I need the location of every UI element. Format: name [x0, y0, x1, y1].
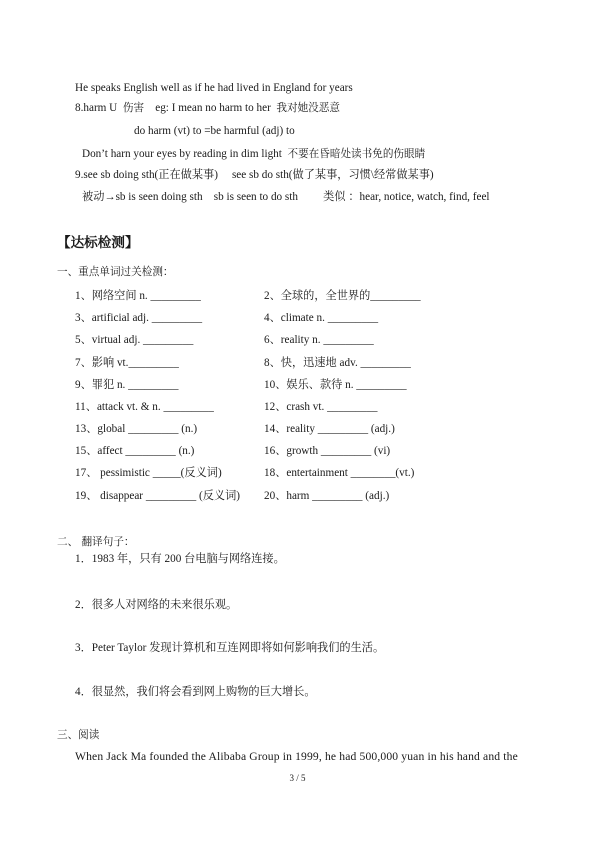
vocab-item-14: 14、reality _________ (adj.): [264, 423, 395, 435]
note-line-1: He speaks English well as if he had lived in England for years: [75, 82, 353, 94]
vocab-item-12: 12、crash vt. _________: [264, 401, 378, 413]
vocab-item-18: 18、entertainment ________(vt.): [264, 467, 415, 479]
translation-item-2: 2．很多人对网络的未来很乐观。: [75, 599, 238, 611]
note-see-do: see sb do sth(做了某事，习惯\经常做某事): [231, 169, 434, 181]
vocab-item-1: 1、网络空间 n. _________: [75, 290, 201, 302]
section-title: 【达标检测】: [57, 235, 139, 251]
note-dim-light-zh: 不要在昏暗处读书免的伤眼睛: [287, 148, 426, 160]
note-passive-doing: 被动→sb is seen doing sth: [82, 191, 203, 203]
vocab-item-2: 2、全球的，全世界的_________: [264, 290, 421, 302]
vocab-item-10: 10、娱乐、款待 n. _________: [264, 379, 407, 391]
vocab-item-3: 3、artificial adj. _________: [75, 312, 203, 324]
note-harm-example-zh: 我对她没恶意: [276, 102, 340, 114]
vocab-item-15: 15、affect _________ (n.): [75, 445, 195, 457]
note-harm-meaning: 伤害: [122, 102, 145, 114]
translation-item-4: 4．很显然，我们将会看到网上购物的巨大增长。: [75, 686, 316, 698]
vocab-item-7: 7、影响 vt._________: [75, 357, 179, 369]
note-passive-do: sb is seen to do sth: [213, 191, 298, 203]
page-number: 3 / 5: [289, 773, 306, 783]
part3-heading: 三、阅读: [57, 729, 100, 741]
note-dim-light-sentence: Don’t harn your eyes by reading in dim light: [82, 148, 282, 160]
part1-heading: 一、重点单词过关检测：: [57, 266, 174, 278]
translation-item-3: 3．Peter Taylor 发现计算机和互连网即将如何影响我们的生活。: [75, 642, 385, 654]
note-see-doing: 9.see sb doing sth(正在做某事): [75, 169, 218, 181]
vocab-item-11: 11、attack vt. & n. _________: [75, 401, 214, 413]
vocab-item-17: 17、 pessimistic _____(反义词): [75, 467, 222, 479]
reading-passage-line: When Jack Ma founded the Alibaba Group in 1999, he had 500,000 yuan in his hand and the: [75, 750, 518, 763]
vocab-item-5: 5、virtual adj. _________: [75, 334, 194, 346]
vocab-item-9: 9、罪犯 n. _________: [75, 379, 179, 391]
note-harm-example: eg: I mean no harm to her: [155, 102, 271, 114]
note-line-4: [82, 147, 425, 161]
note-harm-term: 8.harm U: [75, 102, 118, 114]
note-line-3: do harm (vt) to =be harmful (adj) to: [134, 125, 295, 137]
translation-item-1: 1．1983 年，只有 200 台电脑与网络连接。: [75, 553, 285, 565]
vocab-item-16: 16、growth _________ (vi): [264, 445, 391, 457]
note-line-6: [82, 190, 490, 204]
note-line-2: [75, 101, 340, 115]
vocab-item-19: 19、 disappear _________ (反义词): [75, 490, 240, 502]
vocab-item-13: 13、global _________ (n.): [75, 423, 198, 435]
vocab-item-6: 6、reality n. _________: [264, 334, 374, 346]
part2-heading: 二、 翻译句子：: [57, 536, 135, 548]
note-line-5: [75, 168, 434, 182]
vocab-item-8: 8、快，迅速地 adv. _________: [264, 357, 411, 369]
vocab-item-4: 4、climate n. _________: [264, 312, 379, 324]
note-similar-verbs: 类似 ：hear, notice, watch, find, feel: [323, 191, 490, 203]
vocab-item-20: 20、harm _________ (adj.): [264, 490, 390, 502]
